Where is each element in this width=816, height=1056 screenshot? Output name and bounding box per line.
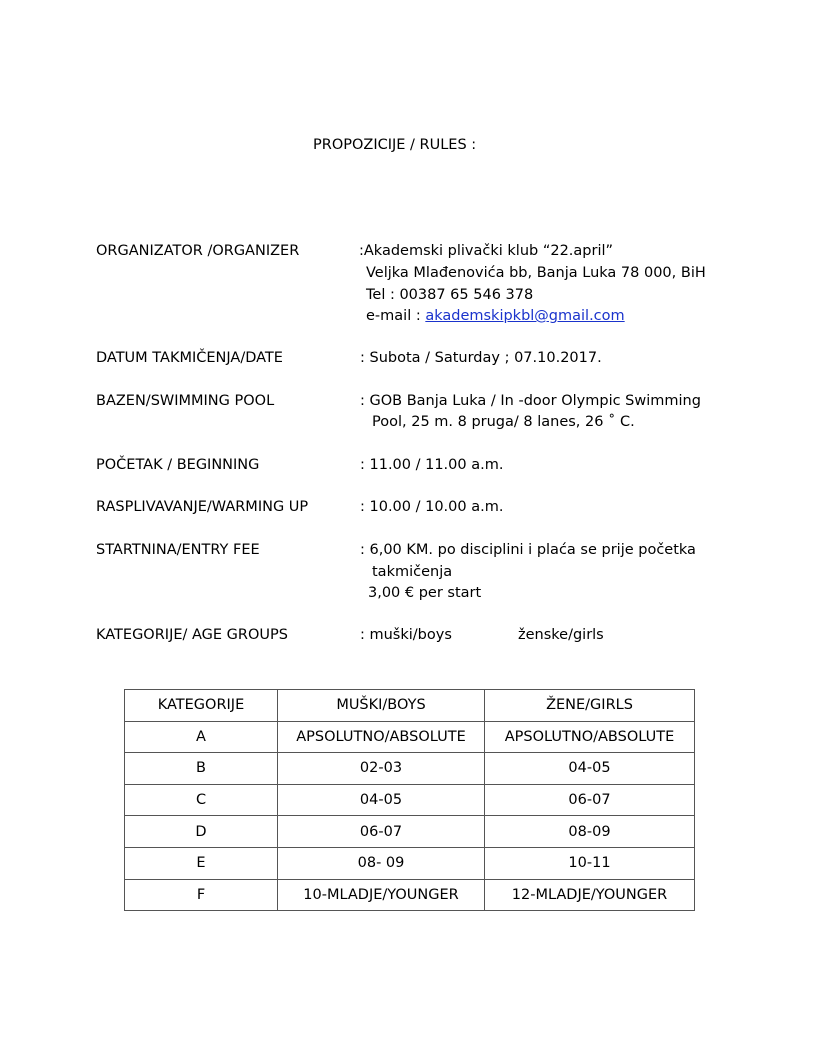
page-title: PROPOZICIJE / RULES : bbox=[313, 137, 477, 153]
table-cell: 04-05 bbox=[485, 753, 695, 785]
table-row bbox=[125, 816, 695, 848]
warmup-label: RASPLIVAVANJE/WARMING UP bbox=[96, 499, 309, 515]
pool-label: BAZEN/SWIMMING POOL bbox=[96, 393, 275, 409]
fee-label: STARTNINA/ENTRY FEE bbox=[96, 542, 260, 558]
email-link[interactable]: akademskipkbl@gmail.com bbox=[425, 308, 625, 324]
header-cell: ŽENE/GIRLS bbox=[485, 690, 695, 722]
table-cell: D bbox=[125, 816, 278, 848]
email-prefix: e-mail : bbox=[366, 308, 426, 324]
pool-line1: : GOB Banja Luka / In -door Olympic Swimming bbox=[360, 393, 701, 409]
table-row bbox=[125, 847, 695, 879]
date-value: : Subota / Saturday ; 07.10.2017. bbox=[360, 350, 602, 366]
table-cell: C bbox=[125, 784, 278, 816]
table-cell: 10-MLADJE/YOUNGER bbox=[278, 879, 485, 911]
table-cell: A bbox=[125, 721, 278, 753]
warmup-value: : 10.00 / 10.00 a.m. bbox=[360, 499, 504, 515]
table-row bbox=[125, 879, 695, 911]
fee-line1: : 6,00 KM. po disciplini i plaća se prije početka bbox=[360, 542, 696, 558]
organizer-label: ORGANIZATOR /ORGANIZER bbox=[96, 243, 300, 259]
table-cell: 06-07 bbox=[278, 816, 485, 848]
table-row bbox=[125, 784, 695, 816]
table-cell: 04-05 bbox=[278, 784, 485, 816]
date-label: DATUM TAKMIČENJA/DATE bbox=[96, 350, 283, 366]
table-cell: E bbox=[125, 847, 278, 879]
groups-label: KATEGORIJE/ AGE GROUPS bbox=[96, 627, 288, 643]
start-label: POČETAK / BEGINNING bbox=[96, 457, 260, 473]
table-row bbox=[125, 753, 695, 785]
table-cell: 06-07 bbox=[485, 784, 695, 816]
header-cell: MUŠKI/BOYS bbox=[278, 690, 485, 722]
table-cell: 10-11 bbox=[485, 847, 695, 879]
organizer-name: :Akademski plivački klub “22.april” bbox=[359, 243, 614, 259]
table-cell: 08- 09 bbox=[278, 847, 485, 879]
organizer-email-line bbox=[366, 306, 625, 327]
table-row bbox=[125, 721, 695, 753]
table-cell: 08-09 bbox=[485, 816, 695, 848]
organizer-address: Veljka Mlađenovića bb, Banja Luka 78 000, BiH bbox=[366, 265, 706, 281]
table-cell: APSOLUTNO/ABSOLUTE bbox=[278, 721, 485, 753]
organizer-tel: Tel : 00387 65 546 378 bbox=[366, 287, 534, 303]
header-cell: KATEGORIJE bbox=[125, 690, 278, 722]
pool-line2: Pool, 25 m. 8 pruga/ 8 lanes, 26 ˚ C. bbox=[372, 414, 635, 430]
table-cell: F bbox=[125, 879, 278, 911]
fee-line2: takmičenja bbox=[372, 564, 453, 580]
fee-line3: 3,00 € per start bbox=[368, 585, 482, 601]
category-table bbox=[124, 689, 695, 911]
table-cell: 12-MLADJE/YOUNGER bbox=[485, 879, 695, 911]
groups-boys: : muški/boys bbox=[360, 627, 452, 643]
groups-girls: ženske/girls bbox=[518, 627, 604, 643]
table-cell: APSOLUTNO/ABSOLUTE bbox=[485, 721, 695, 753]
table-header-row bbox=[125, 690, 695, 722]
table-cell: 02-03 bbox=[278, 753, 485, 785]
start-value: : 11.00 / 11.00 a.m. bbox=[360, 457, 504, 473]
table-cell: B bbox=[125, 753, 278, 785]
